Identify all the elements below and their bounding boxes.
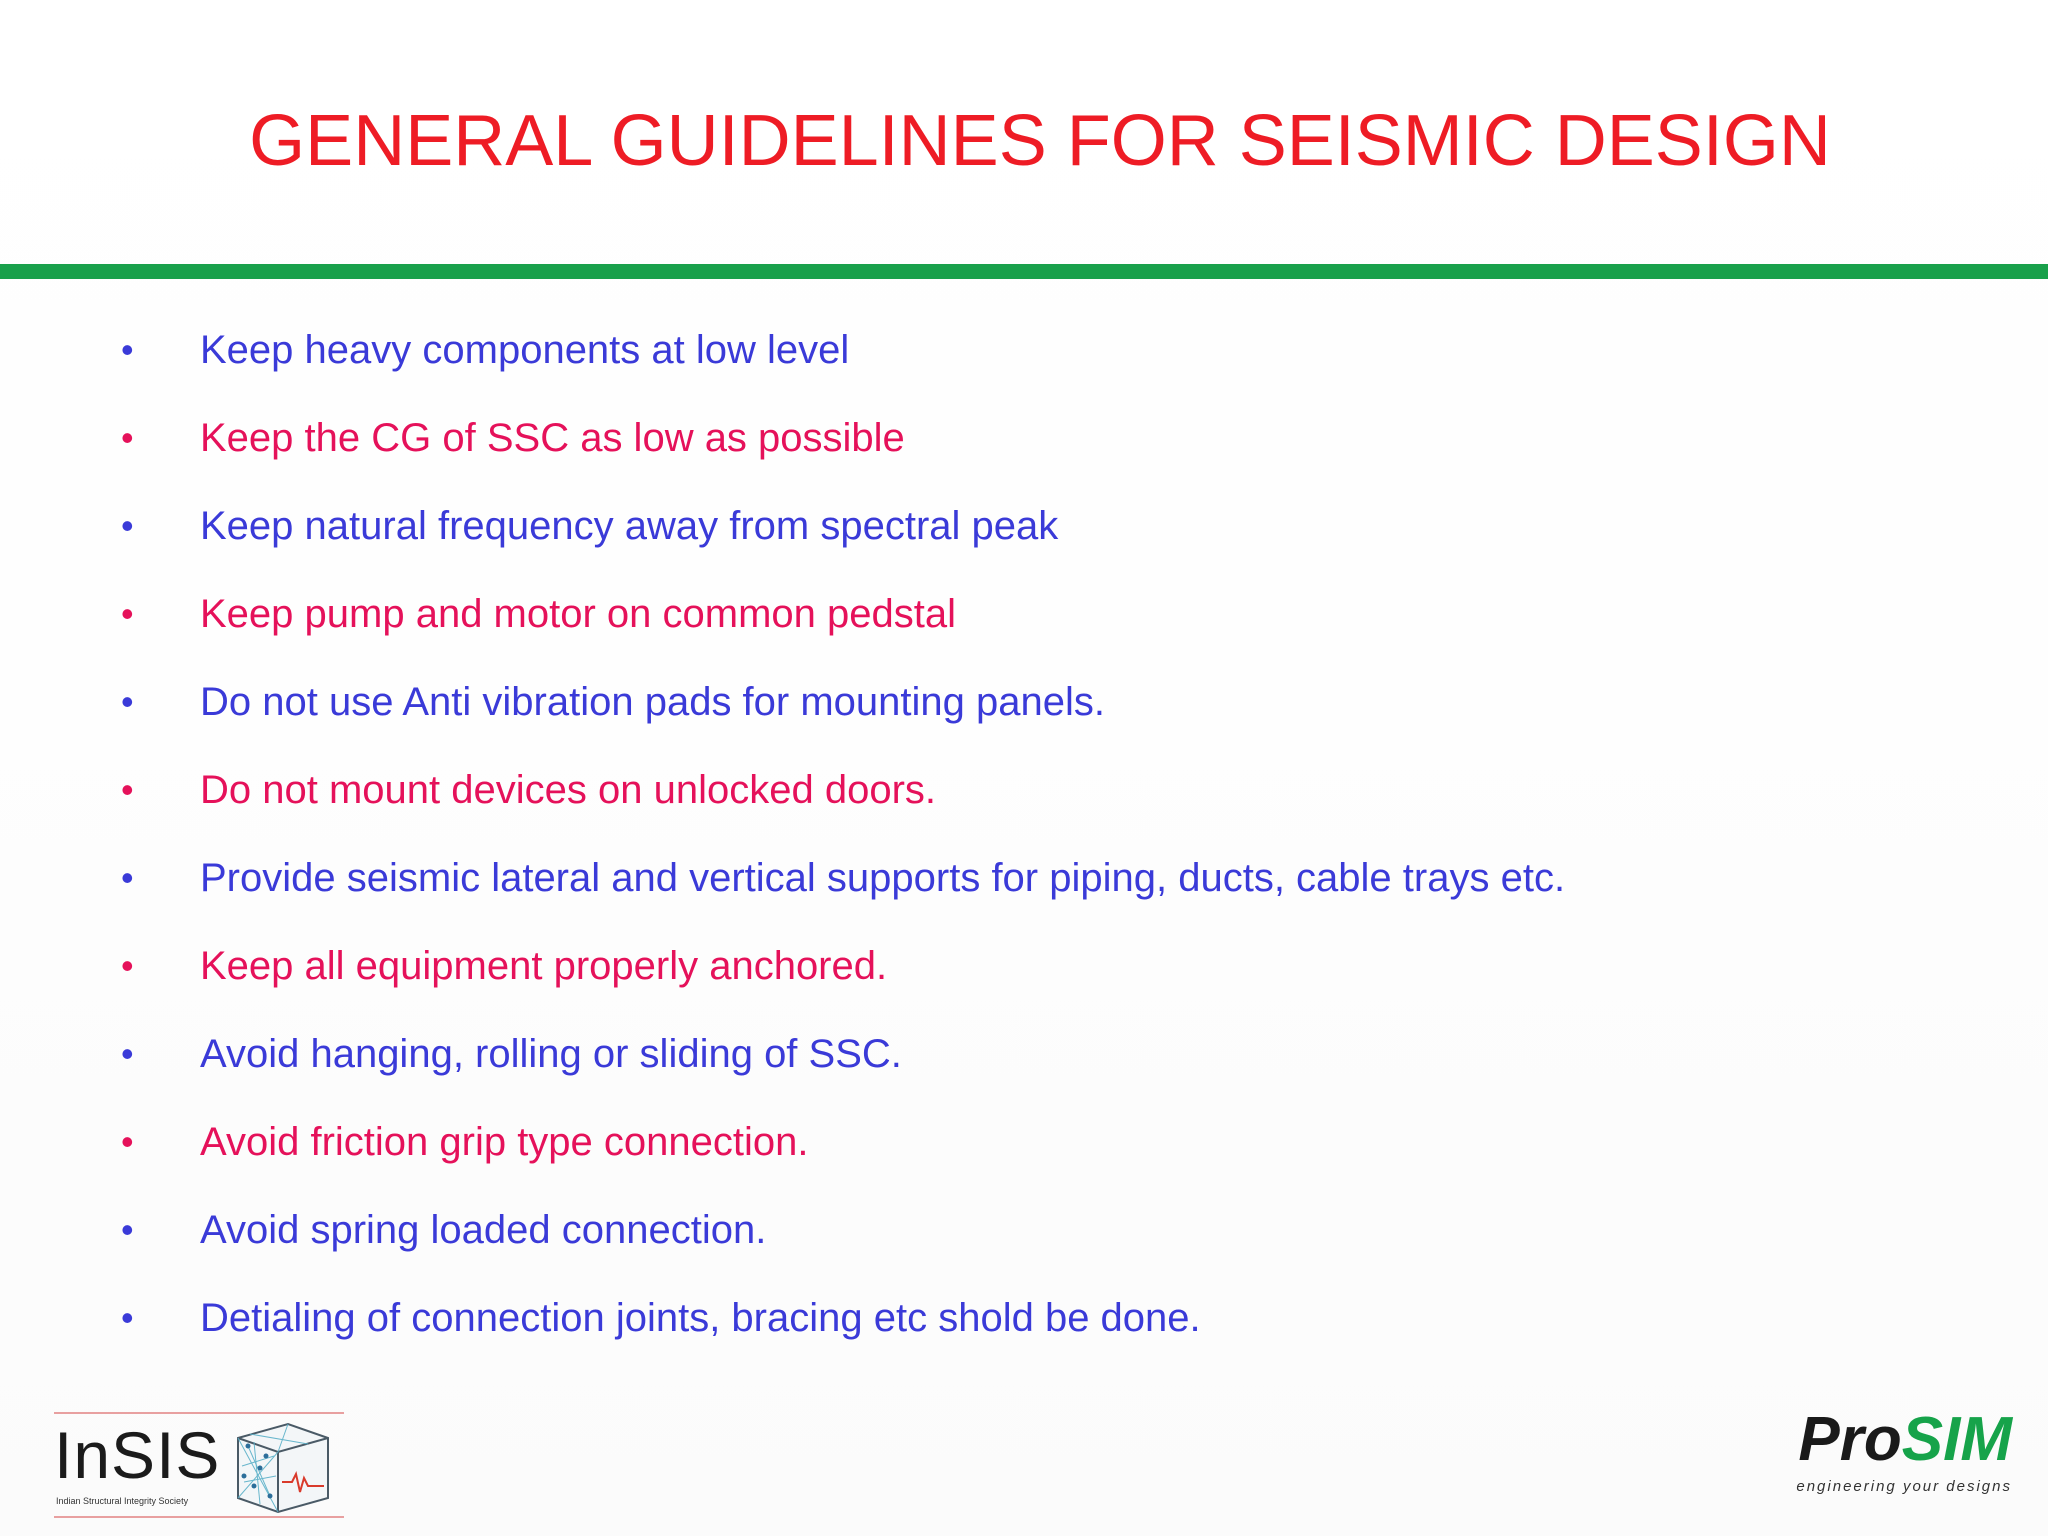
insis-logo-text: InSIS xyxy=(54,1418,221,1492)
slide-title: GENERAL GUIDELINES FOR SEISMIC DESIGN xyxy=(249,101,1831,181)
guideline-item xyxy=(0,1200,2048,1260)
bullet-icon: • xyxy=(121,945,134,986)
guideline-item xyxy=(0,760,2048,820)
prosim-logo-part2: SIM xyxy=(1901,1405,2012,1474)
bullet-icon: • xyxy=(121,593,134,634)
logo-border-top xyxy=(54,1412,344,1414)
bullet-icon: • xyxy=(121,417,134,458)
guideline-item xyxy=(0,320,2048,380)
guideline-text: Avoid spring loaded connection. xyxy=(200,1208,767,1252)
bullet-icon: • xyxy=(121,1033,134,1074)
bullet-icon: • xyxy=(121,505,134,546)
insis-logo xyxy=(54,1412,344,1518)
guideline-item xyxy=(0,936,2048,996)
prosim-logo-text xyxy=(1798,1404,2012,1476)
bullet-icon: • xyxy=(121,1209,134,1250)
guideline-text: Keep pump and motor on common pedstal xyxy=(200,592,956,636)
guideline-item xyxy=(0,1112,2048,1172)
guideline-text: Do not mount devices on unlocked doors. xyxy=(200,768,936,812)
bullet-icon: • xyxy=(121,1297,134,1338)
logo-border-bottom xyxy=(54,1516,344,1518)
guideline-text: Avoid friction grip type connection. xyxy=(200,1120,809,1164)
bullet-icon: • xyxy=(121,329,134,370)
guideline-text: Detialing of connection joints, bracing etc shold be done. xyxy=(200,1296,1201,1340)
bullet-icon: • xyxy=(121,1121,134,1162)
guideline-text: Do not use Anti vibration pads for mounting panels. xyxy=(200,680,1105,724)
guideline-item xyxy=(0,584,2048,644)
guideline-text: Provide seismic lateral and vertical supports for piping, ducts, cable trays etc. xyxy=(200,856,1566,900)
bullet-icon: • xyxy=(121,857,134,898)
wireframe-cube-icon xyxy=(230,1416,334,1514)
prosim-logo xyxy=(1788,1404,2018,1504)
guideline-item xyxy=(0,1288,2048,1348)
guideline-text: Keep the CG of SSC as low as possible xyxy=(200,416,905,460)
guideline-item xyxy=(0,1024,2048,1084)
prosim-tagline: engineering your designs xyxy=(1796,1478,2012,1495)
bullet-icon: • xyxy=(121,769,134,810)
bullet-icon: • xyxy=(121,681,134,722)
guideline-text: Keep natural frequency away from spectral peak xyxy=(200,504,1059,548)
insis-subtitle: Indian Structural Integrity Society xyxy=(56,1496,189,1506)
guideline-item xyxy=(0,408,2048,468)
prosim-logo-part1: Pro xyxy=(1798,1405,1902,1474)
guideline-item xyxy=(0,672,2048,732)
guideline-text: Avoid hanging, rolling or sliding of SSC. xyxy=(200,1032,902,1076)
guideline-item xyxy=(0,496,2048,556)
guideline-text: Keep heavy components at low level xyxy=(200,328,850,372)
guideline-text: Keep all equipment properly anchored. xyxy=(200,944,888,988)
title-divider xyxy=(0,264,2048,279)
guideline-item xyxy=(0,848,2048,908)
